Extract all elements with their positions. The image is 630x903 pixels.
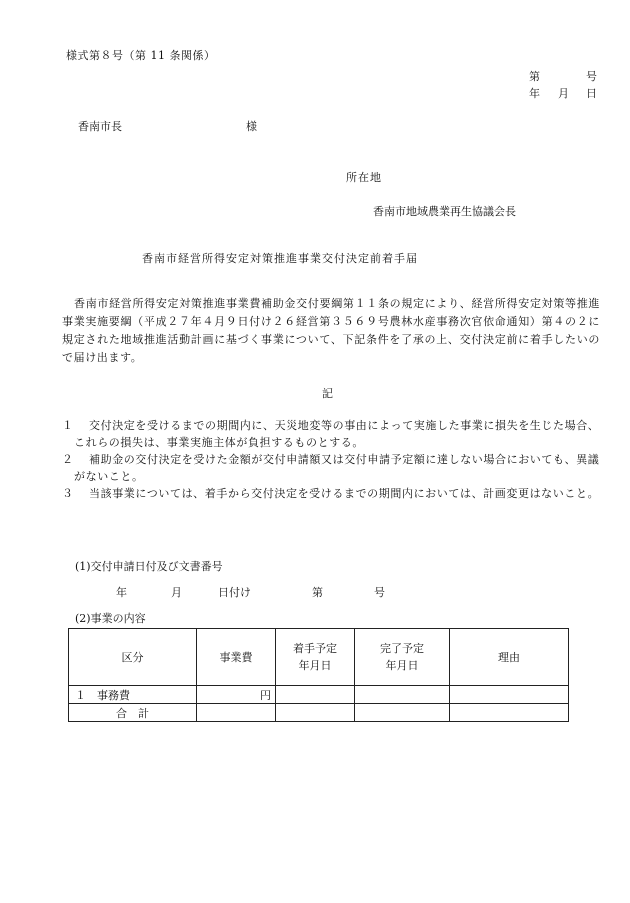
condition-item-3	[62, 485, 602, 502]
row-start-date	[276, 704, 355, 722]
body-paragraph: 香南市経営所得安定対策推進事業費補助金交付要綱第１１条の規定により、経営所得安定対策等推進事業実施要綱（平成２７年４月９日付け２６経営第３５６９号農林水産事務次官依命通知）第４の２に規定された地域推進活動計画に基づく事業について、下記条件を了承の上、交付決定前に着手したいので届け出ます。	[62, 297, 600, 364]
row-end-date	[355, 704, 450, 722]
row-cost: 円	[197, 686, 276, 704]
date-year: 年	[529, 87, 540, 100]
date-day: 日	[586, 87, 597, 100]
condition-number: ２	[62, 453, 74, 466]
table-header-row	[69, 629, 569, 686]
row-cost	[197, 704, 276, 722]
project-content-table	[68, 628, 569, 722]
row-end-date	[355, 686, 450, 704]
row-start-date	[276, 686, 355, 704]
section2-heading: (2)事業の内容	[75, 612, 146, 625]
row-category: １ 事務費	[69, 686, 197, 704]
form-number: 様式第８号（第 11 条関係）	[66, 49, 216, 62]
col-reason: 理由	[450, 629, 569, 686]
app-no-suffix: 号	[374, 586, 385, 599]
row-reason	[450, 704, 569, 722]
condition-text: 当該事業については、着手から交付決定を受けるまでの期間内においては、計画変更はないこと。	[89, 487, 600, 500]
condition-number: ３	[62, 487, 74, 500]
ki-heading: 記	[322, 387, 333, 400]
table-row	[69, 686, 569, 704]
col-end-line1: 完了予定	[380, 642, 424, 655]
condition-number: １	[62, 419, 74, 432]
conditions-list	[62, 417, 602, 502]
col-category: 区分	[69, 629, 197, 686]
sender-organization: 香南市地域農業再生協議会長	[373, 205, 516, 218]
col-start-line1: 着手予定	[293, 642, 337, 655]
date-month: 月	[558, 87, 569, 100]
document-title: 香南市経営所得安定対策推進事業交付決定前着手届	[142, 252, 418, 265]
app-month: 月	[171, 586, 182, 599]
section1-heading: (1)交付申請日付及び文書番号	[75, 560, 223, 573]
col-cost: 事業費	[197, 629, 276, 686]
doc-no-suffix: 号	[586, 70, 597, 83]
app-day-dated: 日付け	[218, 586, 251, 599]
addressee-name: 香南市長	[78, 120, 122, 133]
row-category: 合 計	[69, 704, 197, 722]
row-reason	[450, 686, 569, 704]
condition-text: 交付決定を受けるまでの期間内に、天災地変等の事由によって実施した事業に損失を生じた場合、これらの損失は、事業実施主体が負担するものとする。	[74, 419, 600, 449]
condition-text: 補助金の交付決定を受けた金額が交付申請額又は交付申請予定額に達しない場合においても、異議がないこと。	[74, 453, 600, 483]
addressee-honorific: 様	[246, 120, 257, 133]
col-start-date	[276, 629, 355, 686]
col-end-date	[355, 629, 450, 686]
doc-no-prefix: 第	[529, 70, 540, 83]
col-start-line2: 年月日	[298, 659, 332, 672]
app-year: 年	[116, 586, 127, 599]
condition-item-1	[62, 417, 602, 451]
sender-location-label: 所在地	[346, 171, 382, 184]
table-row	[69, 704, 569, 722]
col-end-line2: 年月日	[385, 659, 419, 672]
condition-item-2	[62, 451, 602, 485]
app-no-prefix: 第	[312, 586, 323, 599]
